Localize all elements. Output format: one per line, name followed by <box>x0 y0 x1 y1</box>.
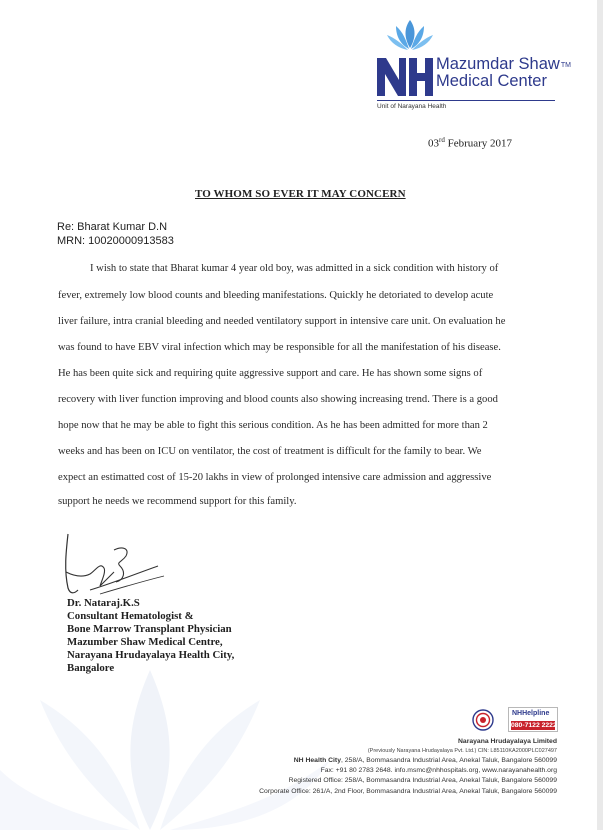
letterhead-footer <box>259 737 557 797</box>
body-line: I wish to state that Bharat kumar 4 year old boy, was admitted in a sick condition with history of <box>90 263 499 274</box>
body-line: fever, extremely low blood counts and bleeding manifestations. Quickly he detoriated to develop acute <box>58 290 494 301</box>
lotus-icon <box>386 18 434 52</box>
footer-previous-name: (Previously Narayana Hrudayalaya Pvt. Ltd.) CIN: L85110KA2000PLC027497 <box>367 748 557 754</box>
helpline-badge <box>508 707 558 732</box>
body-line: support he needs we recommend support for this family. <box>58 496 297 507</box>
footer-corporate-label: Corporate Office <box>259 787 309 795</box>
footer-nh-city-label: NH Health City <box>293 757 341 764</box>
helpline-number: 080-7122 2222 <box>511 722 557 729</box>
logo-divider <box>377 100 555 101</box>
handwritten-signature <box>60 532 170 602</box>
body-line: recovery with liver function improving and blood counts also showing increasing trend. There is a good <box>58 394 498 405</box>
footer-registered <box>259 776 557 786</box>
helpline-label: NHHelpline <box>512 710 550 717</box>
signatory-city: Bangalore <box>67 662 115 674</box>
nh-logo-icon <box>377 54 433 98</box>
date-day: 03 <box>428 137 439 150</box>
body-line: expect an estimatted cost of 15-20 lakhs in view of prolonged intensive care admission and aggressive <box>58 472 492 483</box>
footer-contact: Fax: +91 80 2783 2648. info.msmc@nhhospitals.org, www.narayanahealth.org <box>320 767 557 775</box>
letter-date <box>428 136 512 150</box>
body-line: was found to have EBV viral infection which may be responsible for all the manifestation of his disease. <box>58 342 501 353</box>
footer-corporate-address: : 261/A, 2nd Floor, Bommasandra Industrial Area, Anekal Taluk, Bangalore 560099 <box>308 787 557 795</box>
body-line: He has been quite sick and requiring quite aggressive support and care. He has shown some signs of <box>58 368 483 379</box>
body-line: hope now that he may be able to fight this serious condition. As he has been admitted for more than 2 <box>58 420 488 431</box>
re-line: Re: Bharat Kumar D.N <box>57 221 168 233</box>
body-line: weeks and has been on ICU on ventilator, the cost of treatment is difficult for the family to bear. We <box>58 446 482 457</box>
logo-tagline: Unit of Narayana Health <box>377 103 447 110</box>
trademark: TM <box>560 62 571 69</box>
letter-heading: TO WHOM SO EVER IT MAY CONCERN <box>195 188 406 200</box>
footer-nh-city <box>259 756 557 766</box>
footer-registered-address: : 258/A, Bommasandra Industrial Area, Anekal Taluk, Bangalore 560099 <box>340 777 557 785</box>
date-month-year: February 2017 <box>447 137 513 150</box>
signatory-campus: Narayana Hrudayalaya Health City, <box>67 649 235 661</box>
date-suffix: rd <box>439 136 445 144</box>
signatory-title: Bone Marrow Transplant Physician <box>67 623 232 635</box>
footer-nh-city-address: , 258/A, Bommasandra Industrial Area, Anekal Taluk, Bangalore 560099 <box>340 757 557 764</box>
watermark-flower-icon <box>0 640 340 830</box>
footer-corporate <box>259 787 557 797</box>
mrn-line: MRN: 10020000913583 <box>57 235 174 247</box>
body-line: liver failure, intra cranial bleeding and needed ventilatory support in intensive care unit. On evaluation he <box>58 316 506 327</box>
brand-line-2: Medical Center <box>436 72 547 90</box>
signatory-title: Consultant Hematologist & <box>67 610 194 622</box>
footer-registered-label: Registered Office <box>288 777 341 785</box>
hospital-logo <box>374 18 571 110</box>
signatory-org: Mazumber Shaw Medical Centre, <box>67 636 223 648</box>
signatory-name: Dr. Nataraj.K.S <box>67 597 140 609</box>
footer-company: Narayana Hrudayalaya Limited <box>458 738 557 745</box>
brand-name <box>436 56 571 90</box>
brand-line-1: Mazumdar Shaw <box>436 55 560 73</box>
accreditation-badge-icon <box>472 709 494 731</box>
